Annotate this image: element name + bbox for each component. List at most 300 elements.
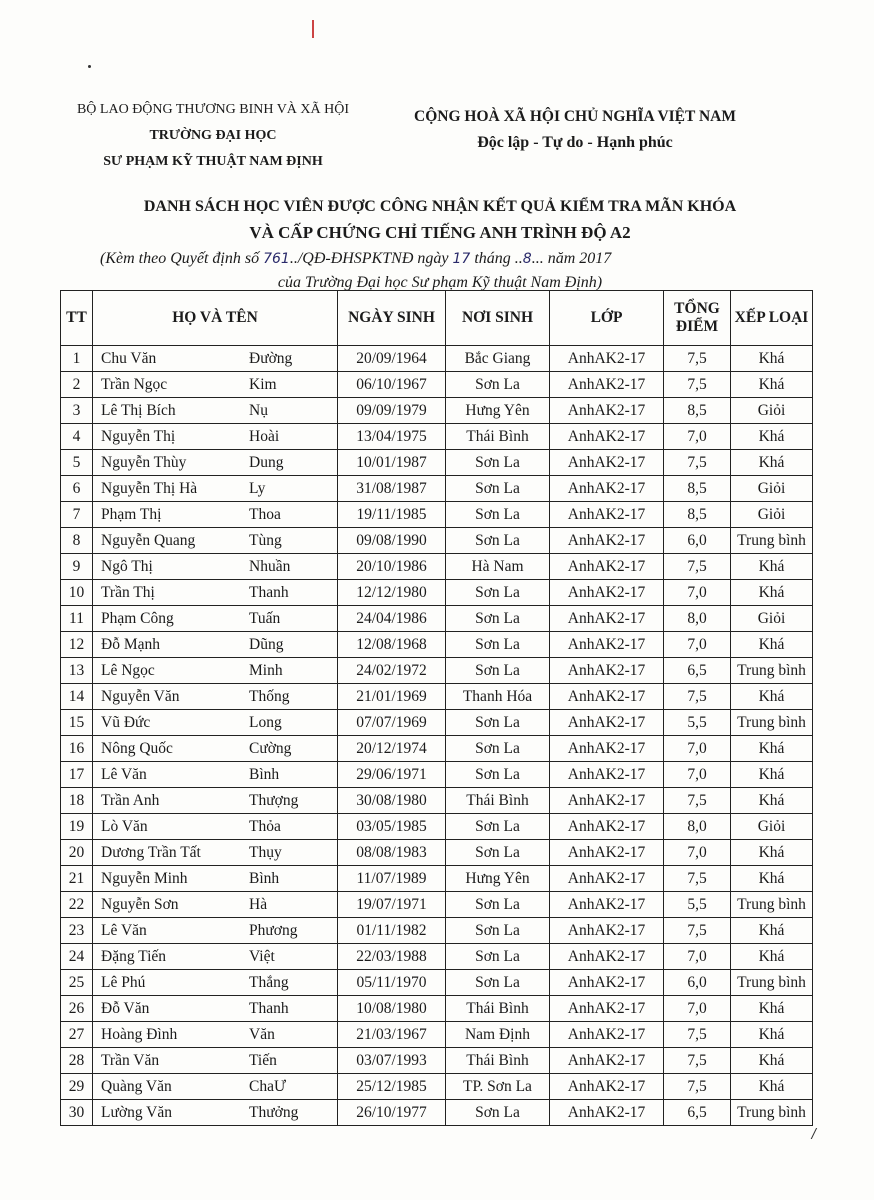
- class-name: AnhAK2-17: [550, 1048, 664, 1074]
- row-number: 3: [61, 398, 93, 424]
- student-last-name: Bình: [249, 765, 280, 783]
- total-score: 8,5: [664, 502, 731, 528]
- date-of-birth: 10/08/1980: [338, 996, 446, 1022]
- total-score: 6,0: [664, 528, 731, 554]
- total-score: 7,0: [664, 762, 731, 788]
- table-row: [61, 398, 813, 424]
- student-name: [93, 398, 338, 424]
- place-of-birth: Sơn La: [446, 840, 550, 866]
- table-row: [61, 814, 813, 840]
- student-last-name: Nhuần: [249, 557, 291, 575]
- national-header: [410, 104, 740, 156]
- table-row: [61, 892, 813, 918]
- class-name: AnhAK2-17: [550, 1074, 664, 1100]
- student-name: [93, 710, 338, 736]
- table-row: [61, 1074, 813, 1100]
- date-of-birth: 03/05/1985: [338, 814, 446, 840]
- place-of-birth: Sơn La: [446, 736, 550, 762]
- student-last-name: Thanh: [249, 583, 289, 601]
- student-first-name: Nông Quốc: [101, 739, 173, 757]
- student-last-name: Phương: [249, 921, 298, 939]
- date-of-birth: 09/08/1990: [338, 528, 446, 554]
- table-row: [61, 1048, 813, 1074]
- student-first-name: Nguyễn Minh: [101, 869, 188, 887]
- student-last-name: Thụy: [249, 843, 282, 861]
- place-of-birth: Thái Bình: [446, 1048, 550, 1074]
- student-first-name: Lò Văn: [101, 817, 148, 835]
- school-name-line1: TRƯỜNG ĐẠI HỌC: [149, 128, 277, 143]
- rank: Khá: [731, 866, 813, 892]
- rank: Khá: [731, 762, 813, 788]
- student-name: [93, 736, 338, 762]
- date-of-birth: 31/08/1987: [338, 476, 446, 502]
- total-score: 5,5: [664, 710, 731, 736]
- student-last-name: Tùng: [249, 531, 282, 549]
- student-name: [93, 450, 338, 476]
- place-of-birth: Sơn La: [446, 944, 550, 970]
- table-row: [61, 424, 813, 450]
- student-first-name: Trần Anh: [101, 791, 160, 809]
- rank: Trung bình: [731, 1100, 813, 1126]
- student-last-name: Thắng: [249, 973, 289, 991]
- row-number: 13: [61, 658, 93, 684]
- total-score: 7,0: [664, 632, 731, 658]
- class-name: AnhAK2-17: [550, 1100, 664, 1126]
- place-of-birth: Thái Bình: [446, 996, 550, 1022]
- table-row: [61, 372, 813, 398]
- decision-text-4: ... năm 2017: [531, 250, 612, 267]
- total-score: 8,5: [664, 476, 731, 502]
- place-of-birth: Sơn La: [446, 1100, 550, 1126]
- class-name: AnhAK2-17: [550, 840, 664, 866]
- class-name: AnhAK2-17: [550, 632, 664, 658]
- place-of-birth: Thanh Hóa: [446, 684, 550, 710]
- date-of-birth: 19/07/1971: [338, 892, 446, 918]
- row-number: 23: [61, 918, 93, 944]
- total-score: 7,5: [664, 866, 731, 892]
- rank: Khá: [731, 918, 813, 944]
- col-header-class: LỚP: [550, 291, 664, 346]
- student-name: [93, 606, 338, 632]
- place-of-birth: Sơn La: [446, 502, 550, 528]
- row-number: 11: [61, 606, 93, 632]
- row-number: 6: [61, 476, 93, 502]
- date-of-birth: 21/03/1967: [338, 1022, 446, 1048]
- date-of-birth: 05/11/1970: [338, 970, 446, 996]
- place-of-birth: Hưng Yên: [446, 866, 550, 892]
- decision-day: 17: [452, 251, 471, 267]
- student-last-name: Thanh: [249, 999, 289, 1017]
- student-first-name: Phạm Thị: [101, 505, 162, 523]
- student-last-name: Dũng: [249, 635, 284, 653]
- date-of-birth: 08/08/1983: [338, 840, 446, 866]
- student-first-name: Trần Ngọc: [101, 375, 168, 393]
- national-motto: Độc lập - Tự do - Hạnh phúc: [477, 134, 673, 151]
- rank: Khá: [731, 996, 813, 1022]
- place-of-birth: Hưng Yên: [446, 398, 550, 424]
- student-name: [93, 1048, 338, 1074]
- place-of-birth: Sơn La: [446, 814, 550, 840]
- class-name: AnhAK2-17: [550, 502, 664, 528]
- document-title-line1: DANH SÁCH HỌC VIÊN ĐƯỢC CÔNG NHẬN KẾT QUẢ KIỂM TRA MÃN KHÓA: [143, 198, 737, 215]
- total-score: 6,0: [664, 970, 731, 996]
- place-of-birth: Sơn La: [446, 476, 550, 502]
- place-of-birth: Sơn La: [446, 762, 550, 788]
- student-last-name: Nụ: [249, 401, 268, 419]
- total-score: 7,5: [664, 788, 731, 814]
- date-of-birth: 29/06/1971: [338, 762, 446, 788]
- row-number: 18: [61, 788, 93, 814]
- student-name: [93, 944, 338, 970]
- date-of-birth: 19/11/1985: [338, 502, 446, 528]
- table-header-row: [61, 291, 813, 346]
- student-last-name: Bình: [249, 869, 280, 887]
- student-last-name: Tuấn: [249, 609, 281, 627]
- student-last-name: Thoa: [249, 505, 281, 523]
- table-row: [61, 970, 813, 996]
- row-number: 1: [61, 346, 93, 372]
- student-first-name: Trần Văn: [101, 1051, 160, 1069]
- col-header-pob: NƠI SINH: [446, 291, 550, 346]
- rank: Khá: [731, 346, 813, 372]
- table-row: [61, 554, 813, 580]
- date-of-birth: 21/01/1969: [338, 684, 446, 710]
- place-of-birth: Sơn La: [446, 450, 550, 476]
- place-of-birth: Bắc Giang: [446, 346, 550, 372]
- rank: Giỏi: [731, 606, 813, 632]
- student-first-name: Đỗ Mạnh: [101, 635, 160, 653]
- student-first-name: Nguyễn Thùy: [101, 453, 187, 471]
- col-header-score: TỔNG ĐIỂM: [664, 291, 731, 346]
- table-row: [61, 1022, 813, 1048]
- student-name: [93, 970, 338, 996]
- date-of-birth: 26/10/1977: [338, 1100, 446, 1126]
- row-number: 29: [61, 1074, 93, 1100]
- table-row: [61, 918, 813, 944]
- class-name: AnhAK2-17: [550, 970, 664, 996]
- rank: Trung bình: [731, 970, 813, 996]
- rank: Giỏi: [731, 398, 813, 424]
- col-header-dob: NGÀY SINH: [338, 291, 446, 346]
- table-row: [61, 450, 813, 476]
- total-score: 7,0: [664, 996, 731, 1022]
- place-of-birth: Sơn La: [446, 892, 550, 918]
- student-name: [93, 1074, 338, 1100]
- table-row: [61, 840, 813, 866]
- table-row: [61, 476, 813, 502]
- row-number: 12: [61, 632, 93, 658]
- total-score: 7,5: [664, 372, 731, 398]
- row-number: 19: [61, 814, 93, 840]
- date-of-birth: 07/07/1969: [338, 710, 446, 736]
- total-score: 7,5: [664, 684, 731, 710]
- table-row: [61, 788, 813, 814]
- student-first-name: Nguyễn Thị Hà: [101, 479, 198, 497]
- student-name: [93, 866, 338, 892]
- student-last-name: Kim: [249, 375, 277, 393]
- row-number: 17: [61, 762, 93, 788]
- col-header-rank: XẾP LOẠI: [731, 291, 813, 346]
- rank: Khá: [731, 1048, 813, 1074]
- class-name: AnhAK2-17: [550, 762, 664, 788]
- decision-text-2: ../QĐ-ĐHSPKTNĐ ngày: [289, 250, 453, 267]
- class-name: AnhAK2-17: [550, 736, 664, 762]
- date-of-birth: 03/07/1993: [338, 1048, 446, 1074]
- date-of-birth: 20/12/1974: [338, 736, 446, 762]
- date-of-birth: 11/07/1989: [338, 866, 446, 892]
- student-name: [93, 840, 338, 866]
- table-row: [61, 762, 813, 788]
- student-name: [93, 580, 338, 606]
- speck-mark: [88, 65, 91, 68]
- student-first-name: Lê Thị Bích: [101, 401, 176, 419]
- student-name: [93, 528, 338, 554]
- student-last-name: ChaƯ: [249, 1077, 286, 1095]
- student-name: [93, 632, 338, 658]
- place-of-birth: Nam Định: [446, 1022, 550, 1048]
- class-name: AnhAK2-17: [550, 684, 664, 710]
- student-first-name: Trần Thị: [101, 583, 155, 601]
- issuer-header: [48, 97, 378, 175]
- total-score: 7,5: [664, 554, 731, 580]
- date-of-birth: 12/08/1968: [338, 632, 446, 658]
- row-number: 7: [61, 502, 93, 528]
- rank: Khá: [731, 1022, 813, 1048]
- rank: Khá: [731, 554, 813, 580]
- student-last-name: Dung: [249, 453, 284, 471]
- rank: Trung bình: [731, 528, 813, 554]
- ministry-name: BỘ LAO ĐỘNG THƯƠNG BINH VÀ XÃ HỘI: [76, 102, 350, 117]
- student-first-name: Lê Ngọc: [101, 661, 155, 679]
- class-name: AnhAK2-17: [550, 450, 664, 476]
- student-name: [93, 1022, 338, 1048]
- place-of-birth: TP. Sơn La: [446, 1074, 550, 1100]
- total-score: 7,0: [664, 840, 731, 866]
- student-name: [93, 892, 338, 918]
- row-number: 30: [61, 1100, 93, 1126]
- row-number: 20: [61, 840, 93, 866]
- rank: Giỏi: [731, 476, 813, 502]
- row-number: 24: [61, 944, 93, 970]
- place-of-birth: Sơn La: [446, 580, 550, 606]
- student-first-name: Lê Văn: [101, 921, 147, 939]
- student-last-name: Tiến: [249, 1051, 277, 1069]
- student-first-name: Lê Văn: [101, 765, 147, 783]
- date-of-birth: 13/04/1975: [338, 424, 446, 450]
- total-score: 7,0: [664, 424, 731, 450]
- rank: Khá: [731, 1074, 813, 1100]
- page-mark: /: [811, 1127, 816, 1142]
- table-row: [61, 658, 813, 684]
- student-first-name: Nguyễn Quang: [101, 531, 196, 549]
- row-number: 27: [61, 1022, 93, 1048]
- rank: Trung bình: [731, 710, 813, 736]
- total-score: 7,5: [664, 1048, 731, 1074]
- date-of-birth: 01/11/1982: [338, 918, 446, 944]
- place-of-birth: Sơn La: [446, 710, 550, 736]
- student-last-name: Hoài: [249, 427, 280, 445]
- class-name: AnhAK2-17: [550, 866, 664, 892]
- student-name: [93, 554, 338, 580]
- date-of-birth: 10/01/1987: [338, 450, 446, 476]
- table-row: [61, 996, 813, 1022]
- place-of-birth: Thái Bình: [446, 424, 550, 450]
- place-of-birth: Sơn La: [446, 918, 550, 944]
- student-name: [93, 424, 338, 450]
- table-row: [61, 710, 813, 736]
- student-first-name: Dương Trần Tất: [101, 843, 201, 861]
- document-title-line2: VÀ CẤP CHỨNG CHỈ TIẾNG ANH TRÌNH ĐỘ A2: [249, 223, 631, 242]
- student-first-name: Lường Văn: [101, 1103, 172, 1121]
- class-name: AnhAK2-17: [550, 944, 664, 970]
- decision-text-1: (Kèm theo Quyết định số: [100, 250, 264, 267]
- student-name: [93, 814, 338, 840]
- row-number: 28: [61, 1048, 93, 1074]
- student-first-name: Nguyễn Văn: [101, 687, 180, 705]
- place-of-birth: Hà Nam: [446, 554, 550, 580]
- student-first-name: Quàng Văn: [101, 1077, 172, 1095]
- class-name: AnhAK2-17: [550, 892, 664, 918]
- row-number: 5: [61, 450, 93, 476]
- total-score: 5,5: [664, 892, 731, 918]
- place-of-birth: Sơn La: [446, 632, 550, 658]
- student-last-name: Đường: [249, 349, 293, 367]
- student-last-name: Hà: [249, 895, 268, 913]
- student-name: [93, 1100, 338, 1126]
- table-row: [61, 866, 813, 892]
- student-last-name: Thỏa: [249, 817, 281, 835]
- table-row: [61, 1100, 813, 1126]
- class-name: AnhAK2-17: [550, 814, 664, 840]
- place-of-birth: Sơn La: [446, 606, 550, 632]
- rank: Khá: [731, 684, 813, 710]
- class-name: AnhAK2-17: [550, 398, 664, 424]
- student-last-name: Cường: [249, 739, 292, 757]
- table-row: [61, 684, 813, 710]
- class-name: AnhAK2-17: [550, 554, 664, 580]
- student-last-name: Minh: [249, 661, 283, 679]
- rank: Giỏi: [731, 502, 813, 528]
- student-last-name: Thượng: [249, 791, 299, 809]
- rank: Khá: [731, 840, 813, 866]
- rank: Giỏi: [731, 814, 813, 840]
- rank: Khá: [731, 788, 813, 814]
- row-number: 16: [61, 736, 93, 762]
- row-number: 9: [61, 554, 93, 580]
- total-score: 7,5: [664, 346, 731, 372]
- total-score: 7,5: [664, 450, 731, 476]
- total-score: 7,0: [664, 736, 731, 762]
- decision-reference: [100, 250, 611, 268]
- school-name-line2: SƯ PHẠM KỸ THUẬT NAM ĐỊNH: [103, 154, 323, 169]
- student-last-name: Long: [249, 713, 282, 731]
- class-name: AnhAK2-17: [550, 606, 664, 632]
- class-name: AnhAK2-17: [550, 788, 664, 814]
- class-name: AnhAK2-17: [550, 528, 664, 554]
- student-name: [93, 918, 338, 944]
- row-number: 25: [61, 970, 93, 996]
- student-first-name: Nguyễn Sơn: [101, 895, 179, 913]
- student-first-name: Phạm Công: [101, 609, 174, 627]
- date-of-birth: 20/10/1986: [338, 554, 446, 580]
- col-header-tt: TT: [61, 291, 93, 346]
- class-name: AnhAK2-17: [550, 918, 664, 944]
- decision-month: 8: [522, 251, 532, 267]
- class-name: AnhAK2-17: [550, 996, 664, 1022]
- student-name: [93, 684, 338, 710]
- date-of-birth: 09/09/1979: [338, 398, 446, 424]
- total-score: 6,5: [664, 658, 731, 684]
- col-header-name: HỌ VÀ TÊN: [93, 291, 338, 346]
- class-name: AnhAK2-17: [550, 476, 664, 502]
- rank: Trung bình: [731, 658, 813, 684]
- rank: Trung bình: [731, 892, 813, 918]
- student-name: [93, 346, 338, 372]
- place-of-birth: Thái Bình: [446, 788, 550, 814]
- class-name: AnhAK2-17: [550, 372, 664, 398]
- country-name: CỘNG HOÀ XÃ HỘI CHỦ NGHĨA VIỆT NAM: [414, 108, 736, 125]
- rank: Khá: [731, 944, 813, 970]
- student-last-name: Thống: [249, 687, 290, 705]
- class-name: AnhAK2-17: [550, 424, 664, 450]
- class-name: AnhAK2-17: [550, 658, 664, 684]
- place-of-birth: Sơn La: [446, 372, 550, 398]
- student-name: [93, 476, 338, 502]
- total-score: 7,0: [664, 944, 731, 970]
- table-row: [61, 944, 813, 970]
- date-of-birth: 25/12/1985: [338, 1074, 446, 1100]
- student-name: [93, 996, 338, 1022]
- decision-text-3: tháng ..: [470, 250, 523, 267]
- total-score: 7,5: [664, 918, 731, 944]
- table-row: [61, 346, 813, 372]
- row-number: 21: [61, 866, 93, 892]
- row-number: 10: [61, 580, 93, 606]
- student-name: [93, 502, 338, 528]
- rank: Khá: [731, 450, 813, 476]
- table-row: [61, 580, 813, 606]
- student-first-name: Chu Văn: [101, 349, 157, 367]
- class-name: AnhAK2-17: [550, 580, 664, 606]
- date-of-birth: 30/08/1980: [338, 788, 446, 814]
- date-of-birth: 22/03/1988: [338, 944, 446, 970]
- class-name: AnhAK2-17: [550, 710, 664, 736]
- table-row: [61, 736, 813, 762]
- student-first-name: Đặng Tiến: [101, 947, 167, 965]
- student-first-name: Đỗ Văn: [101, 999, 150, 1017]
- decision-number: 761: [263, 251, 290, 267]
- student-first-name: Lê Phú: [101, 973, 146, 991]
- row-number: 15: [61, 710, 93, 736]
- class-name: AnhAK2-17: [550, 346, 664, 372]
- total-score: 8,0: [664, 606, 731, 632]
- student-name: [93, 658, 338, 684]
- student-name: [93, 788, 338, 814]
- total-score: 6,5: [664, 1100, 731, 1126]
- student-last-name: Ly: [249, 479, 266, 497]
- row-number: 4: [61, 424, 93, 450]
- decision-issuer: của Trường Đại học Sư phạm Kỹ thuật Nam Định): [277, 274, 603, 291]
- date-of-birth: 24/02/1972: [338, 658, 446, 684]
- student-first-name: Ngô Thị: [101, 557, 153, 575]
- row-number: 22: [61, 892, 93, 918]
- total-score: 7,5: [664, 1022, 731, 1048]
- rank: Khá: [731, 580, 813, 606]
- row-number: 2: [61, 372, 93, 398]
- student-last-name: Thưởng: [249, 1103, 299, 1121]
- rank: Khá: [731, 632, 813, 658]
- table-row: [61, 528, 813, 554]
